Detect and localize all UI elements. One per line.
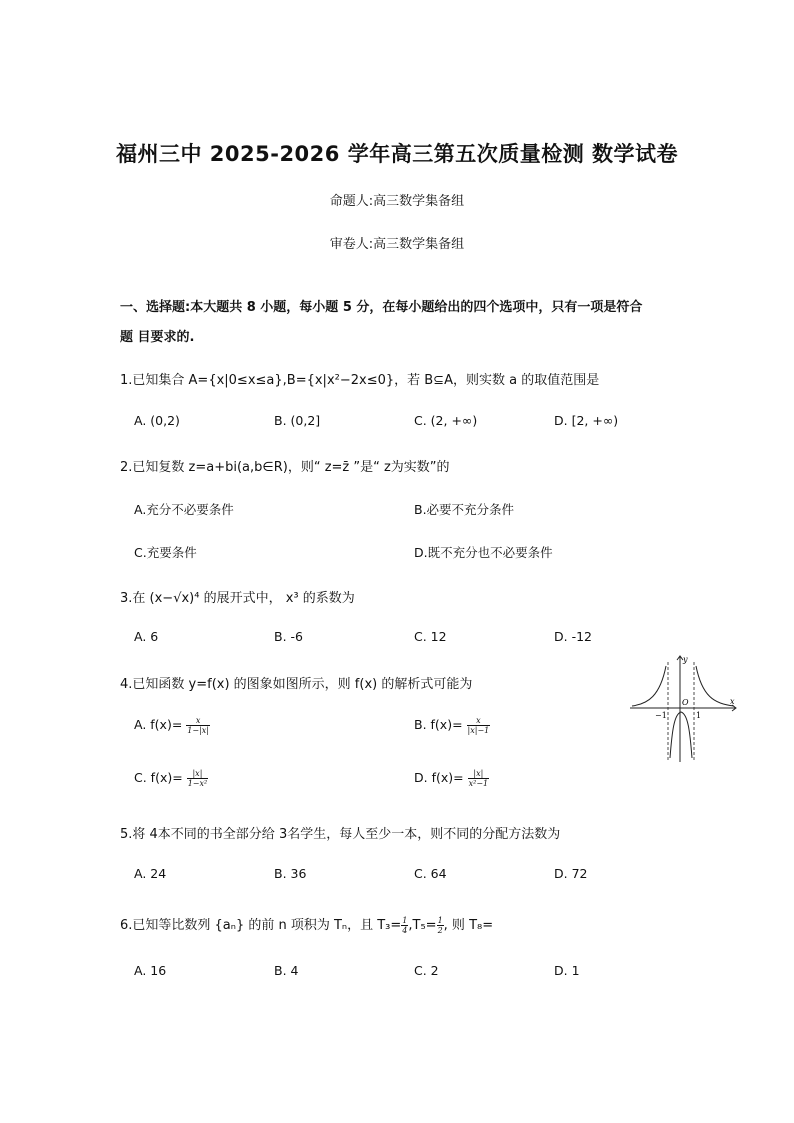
fraction-numerator: |x| [468,769,490,779]
q2-option-b[interactable]: B.必要不充分条件 [414,502,515,517]
section-heading-line1: 一、选择题:本大题共 8 小题，每小题 5 分，在每小题给出的四个选项中，只有一项是符合 [120,300,643,315]
q1-option-c[interactable]: C. (2, +∞) [414,413,478,428]
question-1-stem: 1.已知集合 A={x|0≤x≤a},B={x|x²−2x≤0}，若 B⊆A，则实数 a 的取值范围是 [120,373,600,388]
q1-option-a[interactable]: A. (0,2) [134,413,180,428]
q6-stem-part-a: 6.已知等比数列 {aₙ} 的前 n 项积为 Tₙ，且 T₃= [120,918,402,933]
q4-option-a-lhs: A. f(x)= [134,717,183,732]
curve-right-branch [696,666,734,706]
q4-option-b[interactable] [414,716,490,735]
q4-option-a[interactable] [134,716,210,735]
fraction-numerator: x [467,716,491,726]
q4-option-b-lhs: B. f(x)= [414,717,463,732]
fraction-denominator: |x|−1 [467,726,490,735]
question-5-stem: 5.将 4本不同的书全部分给 3名学生，每人至少一本，则不同的分配方法数为 [120,827,561,842]
fraction-numerator: |x| [187,769,209,779]
q6-stem-part-c: , 则 T₈= [443,918,494,933]
q6-option-a[interactable]: A. 16 [134,963,167,978]
author-line: 命题人:高三数学集备组 [329,194,465,209]
q3-option-c[interactable]: C. 12 [414,629,447,644]
q5-option-a[interactable]: A. 24 [134,866,167,881]
curve-middle-branch [670,712,692,758]
fraction-numerator: 1 [437,916,443,925]
reviewer-line: 审卷人:高三数学集备组 [329,237,465,252]
q3-option-d[interactable]: D. -12 [554,629,592,644]
q4-option-a-fraction [186,716,210,735]
function-graph [628,652,740,764]
q3-option-b[interactable]: B. -6 [274,629,303,644]
q6-stem-part-b: ,T₅= [408,918,437,933]
q1-option-b[interactable]: B. (0,2] [274,413,321,428]
q4-option-d-lhs: D. f(x)= [414,770,464,785]
q4-option-c-lhs: C. f(x)= [134,770,183,785]
fraction-denominator: 1−x² [187,779,208,788]
fraction-denominator: 1−|x| [187,726,209,735]
q2-option-d[interactable]: D.既不充分也不必要条件 [414,545,553,560]
q5-option-c[interactable]: C. 64 [414,866,447,881]
page-title: 福州三中 2025-2026 学年高三第五次质量检测 数学试卷 [115,142,679,166]
fraction-denominator: x²−1 [468,779,489,788]
origin-label: O [682,698,689,707]
fraction-denominator: 2 [437,926,443,935]
q5-option-b[interactable]: B. 36 [274,866,307,881]
q6-option-c[interactable]: C. 2 [414,963,439,978]
curve-left-branch [632,666,666,706]
q3-option-a[interactable]: A. 6 [134,629,159,644]
section-heading-line2: 题 目要求的. [120,330,195,345]
fraction-numerator: x [186,716,210,726]
q4-option-b-fraction [467,716,491,735]
q6-option-d[interactable]: D. 1 [554,963,580,978]
question-4-stem: 4.已知函数 y=f(x) 的图象如图所示，则 f(x) 的解析式可能为 [120,677,473,692]
q6-option-b[interactable]: B. 4 [274,963,299,978]
question-2-stem: 2.已知复数 z=a+bi(a,b∈R)，则“ z=z̄ ”是“ z为实数”的 [120,460,450,475]
tick-label-neg1: −1 [655,711,667,720]
tick-label-pos1: 1 [696,711,702,720]
y-axis-label: y [683,655,688,664]
x-axis-label: x [730,697,735,706]
q5-option-d[interactable]: D. 72 [554,866,588,881]
q4-option-d[interactable] [414,769,489,788]
q6-fraction-t5 [437,916,444,935]
q4-option-c[interactable] [134,769,208,788]
fraction-numerator: 1 [402,916,408,925]
question-6-stem [120,914,493,935]
q2-option-a[interactable]: A.充分不必要条件 [134,502,234,517]
q4-option-c-fraction [187,769,209,788]
question-3-stem: 3.在 (x−√x)⁴ 的展开式中， x³ 的系数为 [120,591,355,606]
q2-option-c[interactable]: C.充要条件 [134,545,197,560]
q1-option-d[interactable]: D. [2, +∞) [554,413,619,428]
q4-option-d-fraction [468,769,490,788]
fraction-denominator: 4 [402,926,408,935]
